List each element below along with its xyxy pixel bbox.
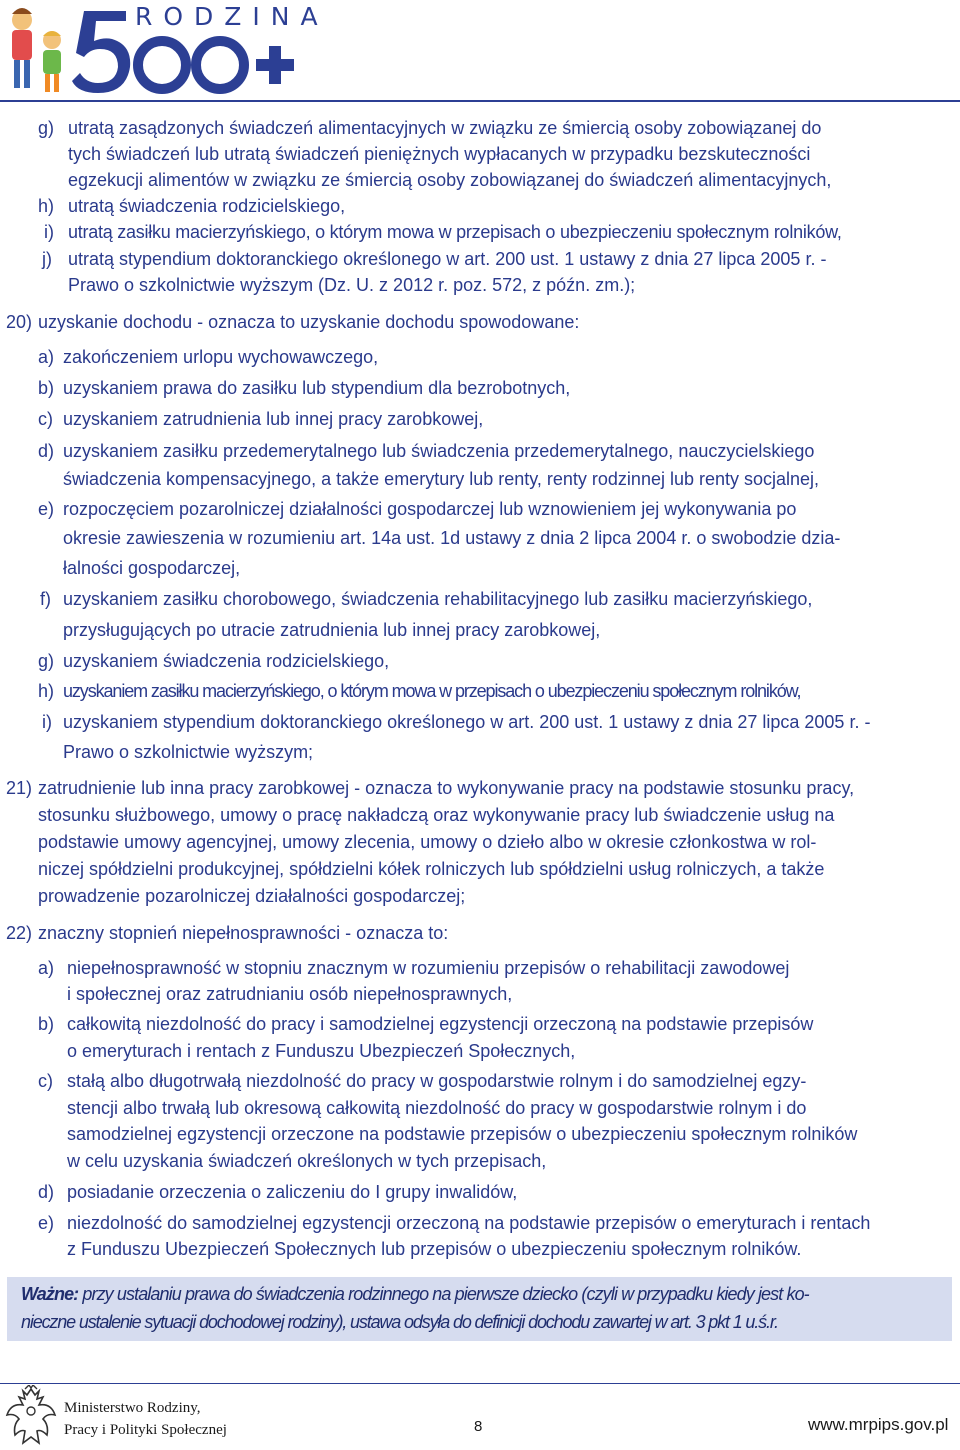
paragraph-line: zatrudnienie lub inna pracy zarobkowej - oznacza to wykonywanie pracy na podstawie stosunku pracy, [38, 778, 855, 798]
list-item-text: o emeryturach i rentach z Funduszu Ubezpieczeń Społecznych, [67, 1041, 576, 1061]
list-item-text: utratą świadczenia rodzicielskiego, [68, 196, 346, 216]
list-label: h) [38, 196, 55, 216]
list-label: g) [38, 118, 55, 138]
header-divider [0, 100, 960, 102]
list-item-text: łalności gospodarczej, [63, 558, 241, 578]
list-item-text: przysługujących po utracie zatrudnienia lub innej pracy zarobkowej, [63, 620, 601, 640]
section-heading: uzyskanie dochodu - oznacza to uzyskanie dochodu spowodowane: [38, 312, 580, 332]
list-item-text: uzyskaniem stypendium doktoranckiego określonego w art. 200 ust. 1 ustawy z dnia 27 lipca 2005 r. - [63, 712, 871, 732]
list-item-text: utratą zasądzonych świadczeń alimentacyjnych w związku ze śmiercią osoby zobowiązanej do [68, 118, 822, 138]
list-item-text: w celu uzyskania świadczeń określonych w tych przepisach, [67, 1151, 547, 1171]
list-item-text: utratą zasiłku macierzyńskiego, o którym mowa w przepisach o ubezpieczeniu społecznym rolników, [68, 222, 842, 242]
list-label: e) [38, 499, 55, 519]
list-item-text: uzyskaniem zasiłku przedemerytalnego lub świadczenia przedemerytalnego, nauczycielskiego [63, 441, 815, 461]
list-item-text: całkowitą niezdolność do pracy i samodzielnej egzystencji orzeczoną na podstawie przepisów [67, 1014, 814, 1034]
list-item-text: tych świadczeń lub utratą świadczeń pieniężnych wypłacanych w przypadku bezskuteczności [68, 144, 811, 164]
section-number: 22) [6, 923, 33, 943]
list-item-text: utratą stypendium doktoranckiego określonego w art. 200 ust. 1 ustawy z dnia 27 lipca 2005 r. - [68, 249, 827, 269]
list-item-text: Prawo o szkolnictwie wyższym; [63, 742, 314, 762]
page-header [0, 0, 960, 100]
ministry-name-line-1: Ministerstwo Rodziny, [64, 1400, 201, 1416]
list-label: b) [38, 378, 55, 398]
list-item-text: samodzielnej egzystencji orzeczone na podstawie przepisów o ubezpieczeniu społecznym rolników [67, 1124, 858, 1144]
list-label: d) [38, 1182, 55, 1202]
list-label: g) [38, 651, 55, 671]
list-label: a) [38, 347, 55, 367]
paragraph-line: podstawie umowy agencyjnej, umowy zlecenia, umowy o dzieło albo w okresie członkostwa w rol- [38, 832, 817, 852]
list-label: c) [38, 1071, 53, 1091]
note-label: Ważne: [21, 1284, 79, 1304]
website-link[interactable]: www.mrpips.gov.pl [808, 1415, 949, 1434]
note-line-1 [21, 1283, 809, 1305]
list-item-text: egzekucji alimentów w związku ze śmiercią osoby zobowiązanej do świadczeń alimentacyjnych, [68, 170, 832, 190]
list-label: i) [42, 712, 52, 732]
list-item-text: i społecznej oraz zatrudnianiu osób niepełnosprawnych, [67, 984, 513, 1004]
brand-word: RODZINA [135, 2, 329, 31]
list-item-text: stałą albo długotrwałą niezdolność do pracy w gospodarstwie rolnym i do samodzielnej egzy- [67, 1071, 807, 1091]
list-item-text: Prawo o szkolnictwie wyższym (Dz. U. z 2012 r. poz. 572, z późn. zm.); [68, 275, 636, 295]
list-label: h) [38, 681, 55, 701]
list-item-text: świadczenia kompensacyjnego, a także emerytury lub renty, renty rodzinnej lub renty socjalnej, [63, 469, 820, 489]
list-item-text: posiadanie orzeczenia o zaliczeniu do I grupy inwalidów, [67, 1182, 518, 1202]
important-note-box [7, 1277, 952, 1341]
list-item-text: okresie zawieszenia w rozumieniu art. 14a ust. 1d ustawy z dnia 2 lipca 2004 r. o swobodzie dzia- [63, 528, 841, 548]
list-item-text: uzyskaniem świadczenia rodzicielskiego, [63, 651, 390, 671]
list-item-text: stencji albo trwałą lub okresową całkowitą niezdolność do pracy w gospodarstwie rolnym i do [67, 1098, 807, 1118]
list-label: i) [44, 222, 54, 242]
paragraph-line: stosunku służbowego, umowy o pracę nakładczą oraz wykonywanie pracy lub świadczenie usług na [38, 805, 835, 825]
list-item-text: niezdolność do samodzielnej egzystencji orzeczoną na podstawie przepisów o emeryturach i rentach [67, 1213, 871, 1233]
list-item-text: uzyskaniem prawa do zasiłku lub stypendium dla bezrobotnych, [63, 378, 571, 398]
brand-500-plus-icon [70, 5, 300, 97]
list-item-text: z Funduszu Ubezpieczeń Społecznych lub przepisów o ubezpieczeniu społecznym rolników. [67, 1239, 802, 1259]
list-label: j) [42, 249, 52, 269]
list-label: c) [38, 409, 53, 429]
list-label: b) [38, 1014, 55, 1034]
paragraph-line: niczej spółdzielni produkcyjnej, spółdzielni kółek rolniczych lub spółdzielni usług rolniczych, a także [38, 859, 825, 879]
children-illustration-icon [0, 0, 72, 96]
note-line-2: nieczne ustalenie sytuacji dochodowej rodziny), ustawa odsyła do definicji dochodu zawartej w art. 3 pkt 1 u.ś.r. [21, 1312, 778, 1332]
list-item-text: uzyskaniem zatrudnienia lub innej pracy zarobkowej, [63, 409, 484, 429]
list-item-text: niepełnosprawność w stopniu znacznym w rozumieniu przepisów o rehabilitacji zawodowej [67, 958, 790, 978]
list-item-text: uzyskaniem zasiłku chorobowego, świadczenia rehabilitacyjnego lub zasiłku macierzyńskiego, [63, 589, 813, 609]
note-text: przy ustalaniu prawa do świadczenia rodzinnego na pierwsze dziecko (czyli w przypadku kiedy jest ko- [78, 1284, 809, 1304]
section-heading: znaczny stopnień niepełnosprawności - oznacza to: [38, 923, 449, 943]
polish-eagle-emblem-icon [3, 1385, 59, 1447]
paragraph-line: prowadzenie pozarolniczej działalności gospodarczej; [38, 886, 466, 906]
footer-divider [0, 1383, 960, 1384]
list-label: e) [38, 1213, 55, 1233]
section-number: 21) [6, 778, 33, 798]
list-label: d) [38, 441, 55, 461]
page-number: 8 [474, 1418, 483, 1435]
section-number: 20) [6, 312, 33, 332]
list-item-text: rozpoczęciem pozarolniczej działalności gospodarczej lub wznowieniem jej wykonywania po [63, 499, 797, 519]
list-item-text: zakończeniem urlopu wychowawczego, [63, 347, 379, 367]
list-item-text: uzyskaniem zasiłku macierzyńskiego, o którym mowa w przepisach o ubezpieczeniu społecznym rolników, [63, 681, 801, 701]
ministry-name-line-2: Pracy i Polityki Społecznej [64, 1422, 227, 1438]
list-label: f) [40, 589, 51, 609]
list-label: a) [38, 958, 55, 978]
